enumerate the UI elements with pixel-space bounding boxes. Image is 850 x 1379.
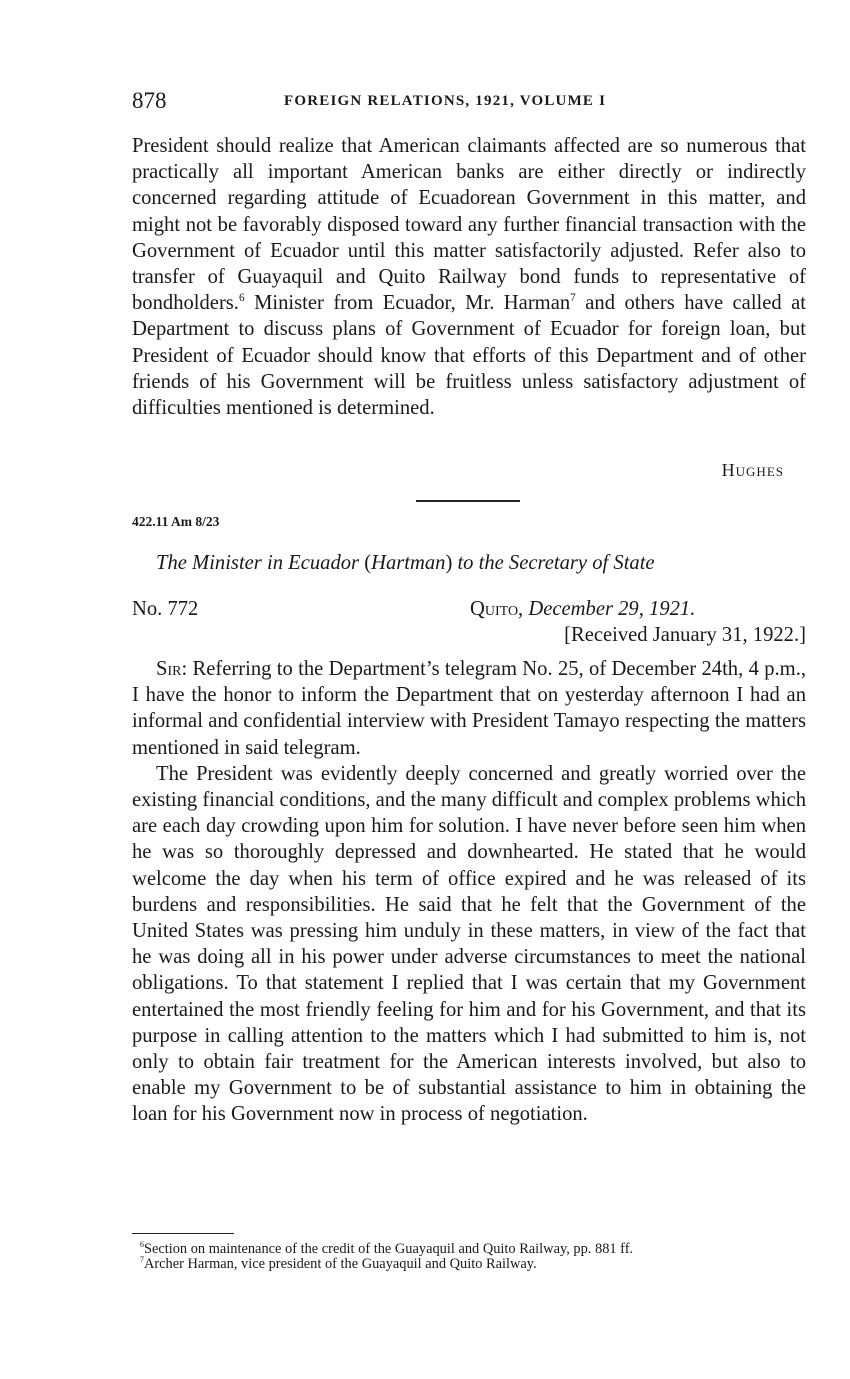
received-date: [Received January 31, 1922.]	[564, 624, 806, 646]
signature: Hughes	[721, 460, 784, 480]
footnote-ref-6[interactable]: 6	[238, 292, 245, 305]
dateline	[470, 598, 695, 621]
despatch-body	[132, 656, 806, 1128]
footnote-ref-7[interactable]: 7	[570, 292, 576, 305]
despatch-number: No. 772	[132, 598, 199, 620]
document-title: The Minister in Ecuador (Hartman) to the Secretary of State	[156, 552, 655, 574]
section-divider	[416, 500, 520, 502]
page-header	[132, 88, 806, 118]
date: December 29, 1921.	[528, 598, 696, 620]
running-head: FOREIGN RELATIONS, 1921, VOLUME I	[284, 93, 607, 109]
despatch-paragraph-2: The President was evidently deeply concerned and greatly worried over the existing financial conditions, and the many difficult and complex problems which are each day crowding upon him for solution. I have never before seen him when he was so thoroughly depressed and downhearted. He stated that he would welcome the day when his term of office expired and he was released of its burdens and responsibilities. He said that he felt that the Government of the United States was pressing him unduly in these matters, in view of the fact that he was doing all in his power under adverse circumstances to meet the national obligations. To that statement I replied that I was certain that my Government entertained the most friendly feeling for him and for his Government, and that its purpose in calling attention to the matters which I had submitted to him is, not only to obtain fair treatment for the American interests involved, but also to enable my Government to be of substantial assistance to him in obtaining the loan for his Government now in process of negotiation.	[132, 762, 806, 1126]
footnotes	[132, 1242, 806, 1272]
page-number: 878	[132, 88, 167, 113]
file-reference: 422.11 Am 8/23	[132, 514, 220, 529]
despatch-paragraph-1: Sir: Referring to the Department’s telegram No. 25, of December 24th, 4 p.m., I have the honor to inform the Department that on yesterday afternoon I had an informal and confidential interview with President Tamayo respecting the matters mentioned in said telegram.	[132, 658, 806, 759]
footnote-7: $^7$Archer Harman, vice president of the Guayaquil and Quito Railway.	[140, 1255, 537, 1272]
telegram-text	[132, 133, 806, 421]
salutation: Sir	[156, 658, 182, 680]
place: Quito,	[470, 598, 524, 620]
footnote-rule	[132, 1233, 234, 1234]
telegram-paragraph: President should realize that American claimants affected are so numerous that practically all important American banks are either directly or indirectly concerned regarding attitude of Ecuadorean Government in this matter, and might not be favorably disposed toward any further financial transaction with the Government of Ecuador until this matter satisfactorily adjusted. Refer also to transfer of Guayaquil and Quito Railway bond funds to representative of bondholders.$^6$ Minister from Ecuador, Mr. Harman$^7$ and others have called at Department to discuss plans of Government of Ecuador for foreign loan, but President of Ecuador should know that efforts of this Department and of other friends of his Government will be fruitless unless satisfactory adjustment of difficulties mentioned is determined.	[132, 135, 807, 420]
footnote-6: $^6$Section on maintenance of the credit of the Guayaquil and Quito Railway, pp. 881 ff.	[140, 1240, 634, 1257]
